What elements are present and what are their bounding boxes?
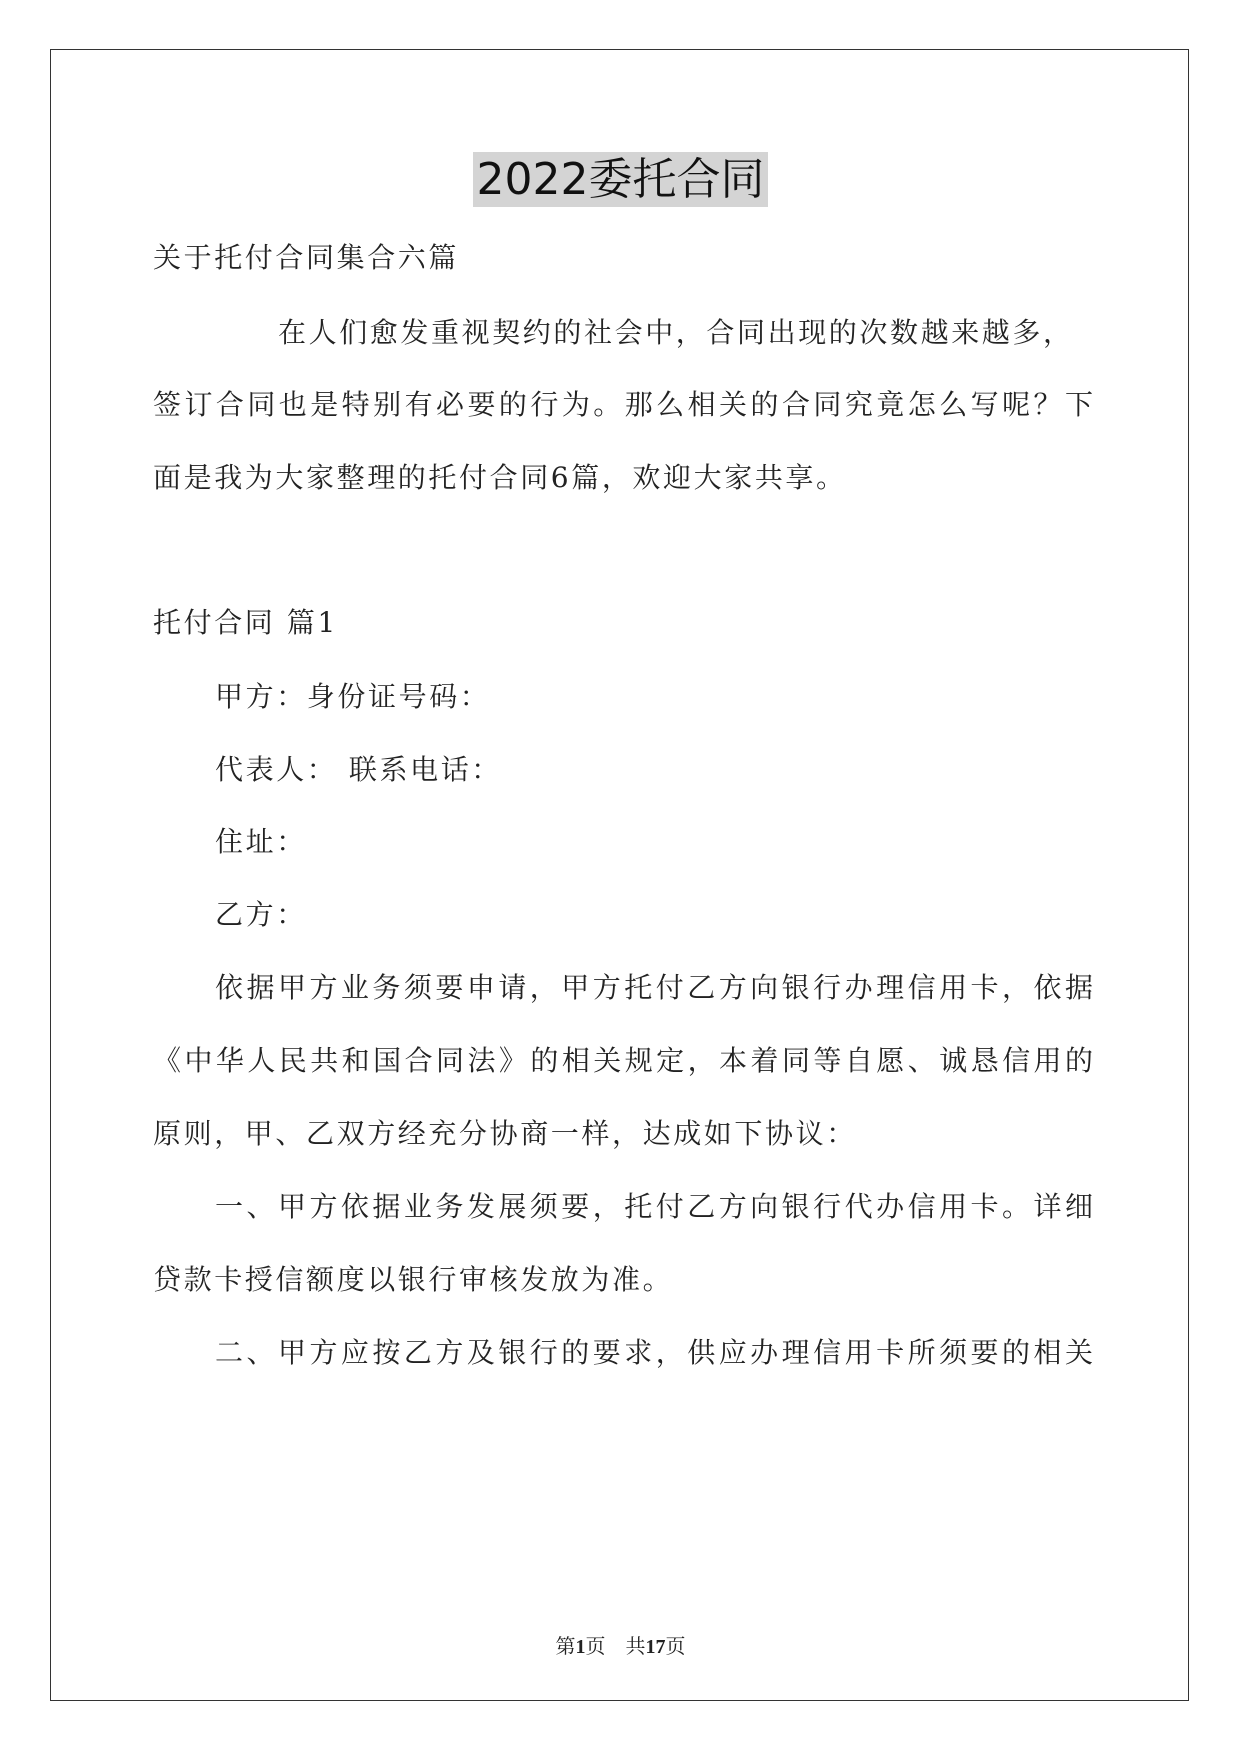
footer-page-prefix: 第 — [555, 1636, 576, 1658]
party-a-field: 甲方：身份证号码： — [215, 680, 491, 713]
footer-total-pages: 17 — [645, 1636, 666, 1658]
clause2-line-1: 二、甲方应按乙方及银行的要求，供应办理信用卡所须要的相关 — [215, 1336, 1093, 1369]
preamble-line-3: 原则，甲、乙双方经充分协商一样，达成如下协议： — [153, 1117, 857, 1150]
party-b-field: 乙方： — [215, 898, 307, 931]
intro-line-2: 签订合同也是特别有必要的行为。那么相关的合同究竟怎么写呢？下 — [153, 388, 1093, 421]
document-subtitle: 关于托付合同集合六篇 — [153, 241, 460, 274]
footer-page-mid: 页 共 — [585, 1636, 646, 1658]
section-heading: 托付合同 篇1 — [153, 606, 338, 639]
preamble-line-1: 依据甲方业务须要申请，甲方托付乙方向银行办理信用卡，依据 — [215, 971, 1093, 1004]
clause1-line-2: 贷款卡授信额度以银行审核发放为准。 — [153, 1263, 674, 1296]
address-field: 住址： — [215, 825, 307, 858]
intro-line-3: 面是我为大家整理的托付合同6篇，欢迎大家共享。 — [153, 461, 847, 494]
preamble-line-2: 《中华人民共和国合同法》的相关规定，本着同等自愿、诚恳信用的 — [153, 1044, 1093, 1077]
footer-page-suffix: 页 — [665, 1636, 686, 1658]
page-border — [50, 49, 1189, 1701]
clause1-line-1: 一、甲方依据业务发展须要，托付乙方向银行代办信用卡。详细 — [215, 1190, 1093, 1223]
document-title-text: 2022委托合同 — [473, 152, 769, 207]
page-footer — [0, 1633, 1241, 1661]
footer-page-number: 1 — [575, 1636, 586, 1658]
intro-line-1: 在人们愈发重视契约的社会中，合同出现的次数越来越多， — [278, 316, 1074, 349]
representative-field: 代表人： 联系电话： — [215, 753, 502, 786]
document-title — [0, 152, 1241, 208]
